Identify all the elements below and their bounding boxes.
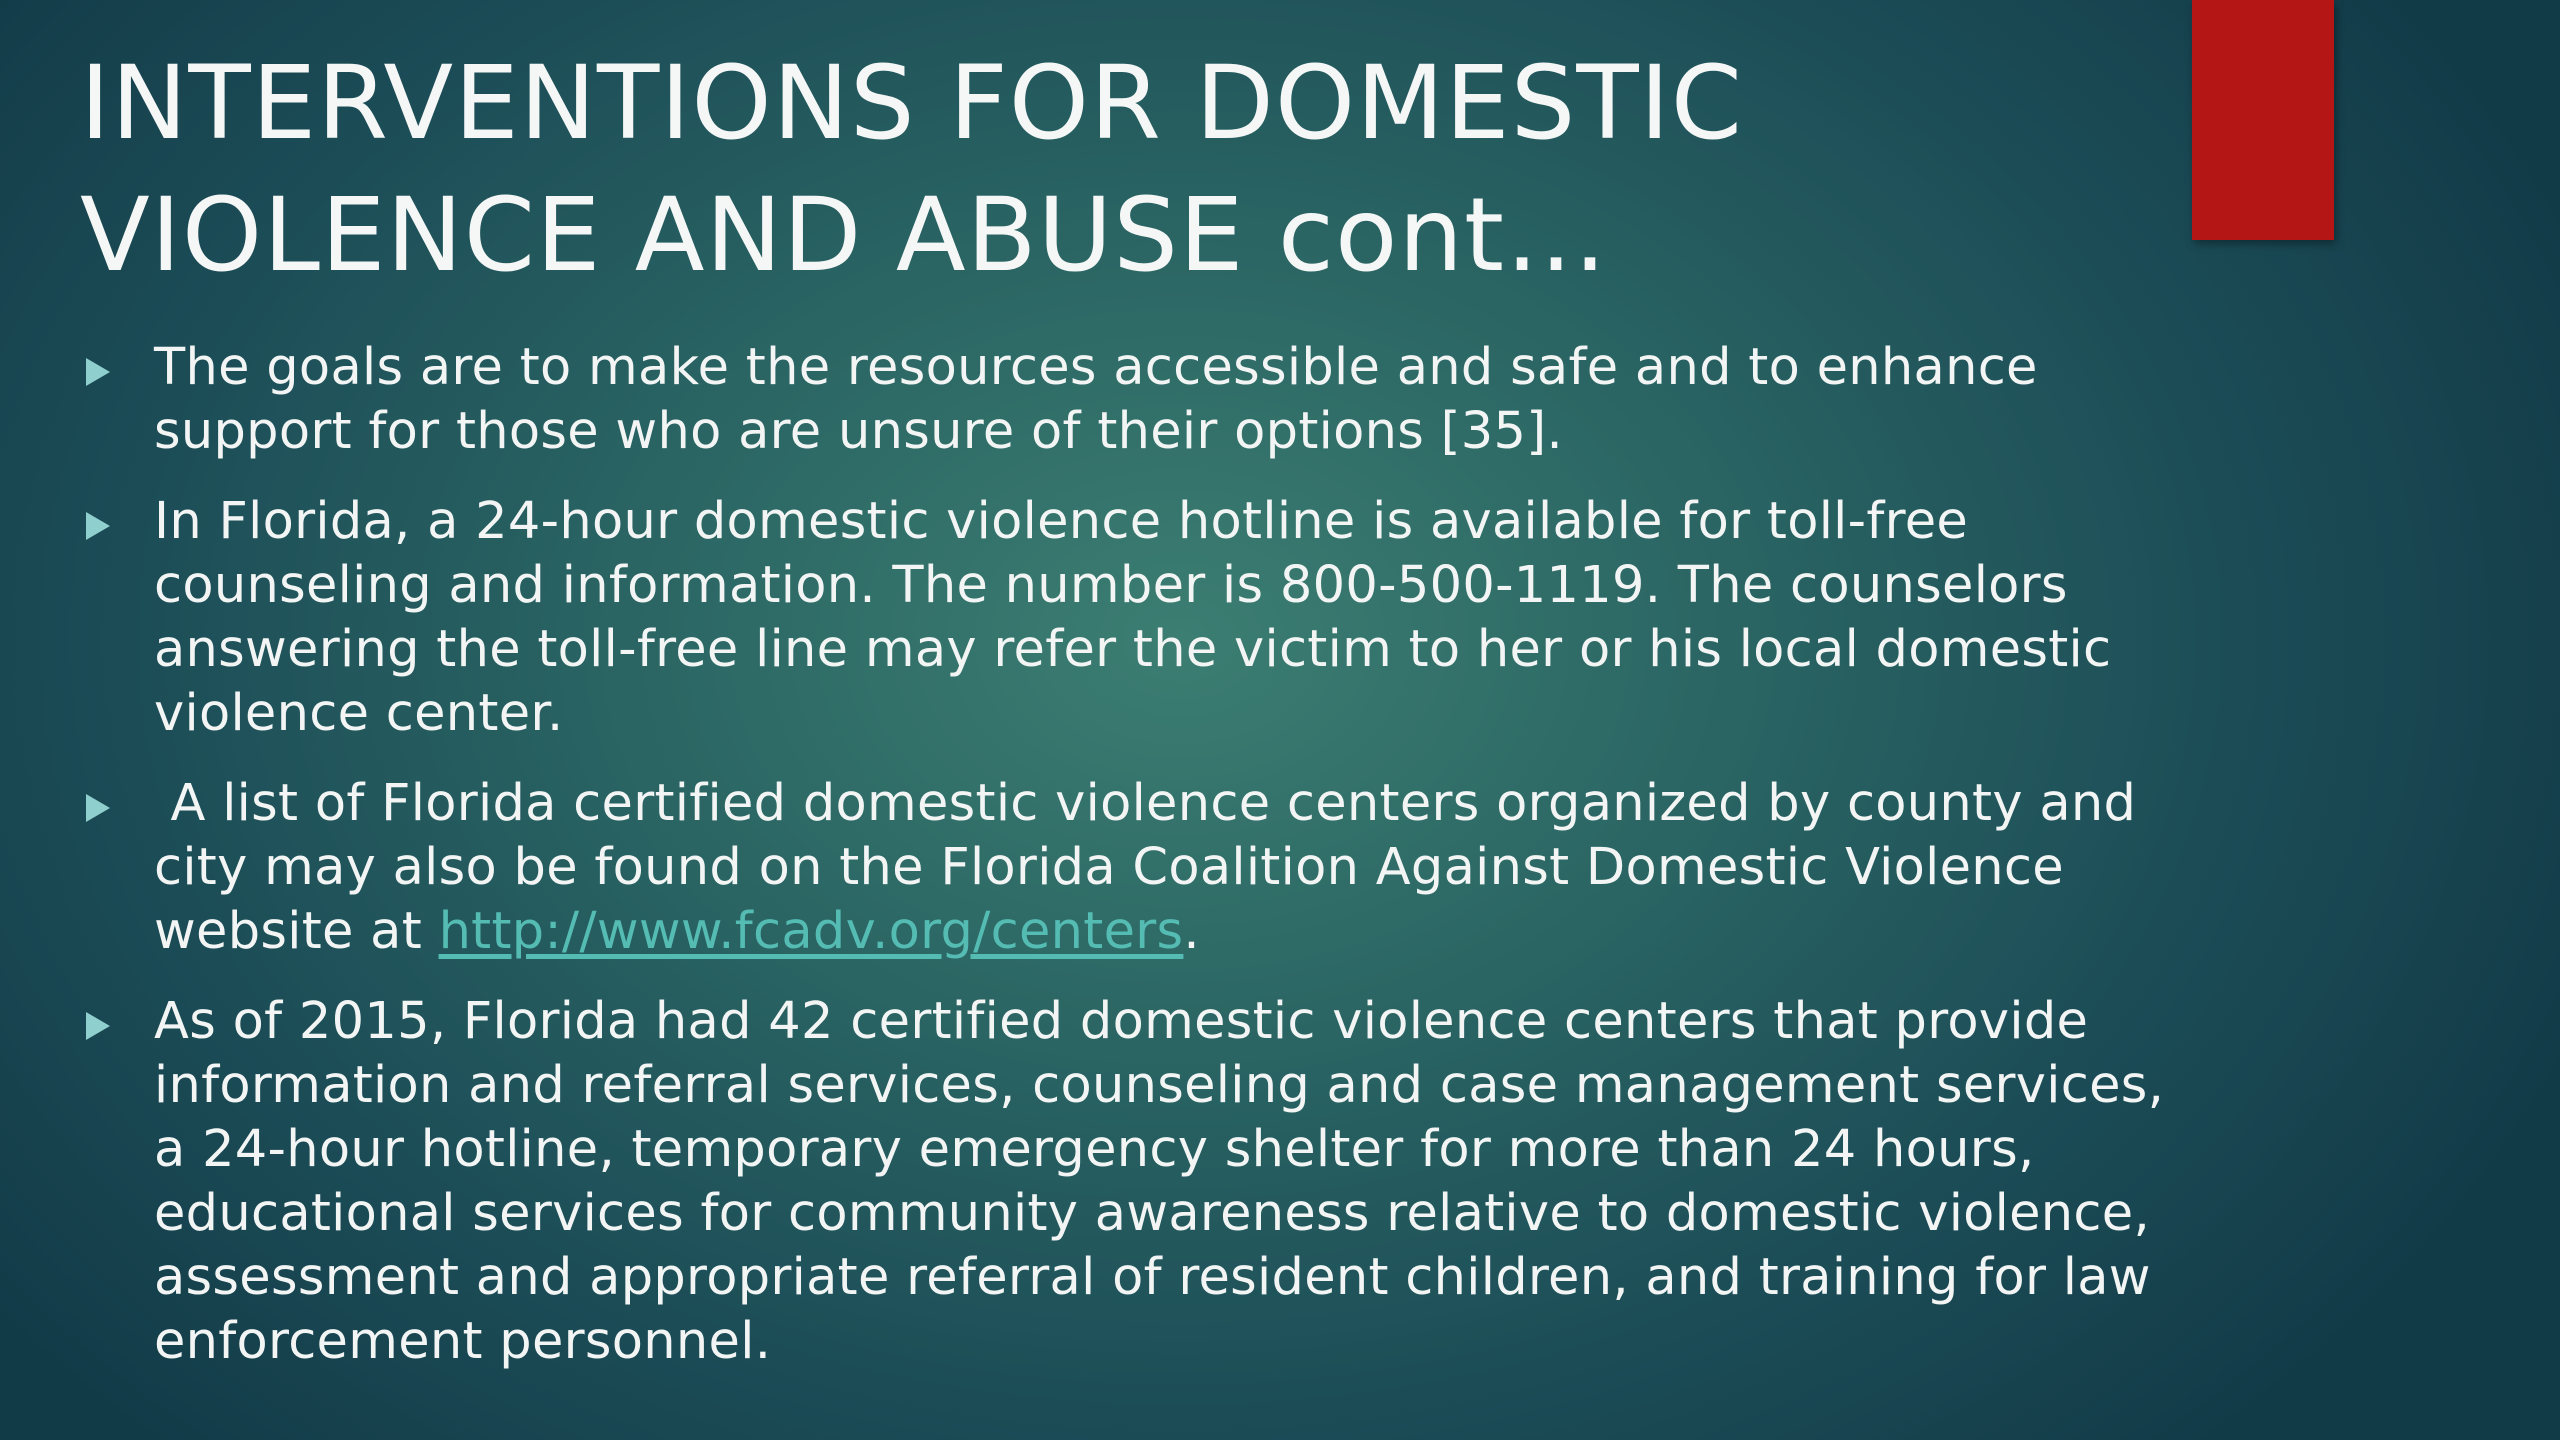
- bullet-text-line: enforcement personnel.: [154, 1312, 772, 1371]
- bullet-hotline: [80, 490, 2180, 746]
- accent-bar: [2192, 0, 2334, 240]
- bullet-text-line: city may also be found on the Florida Coalition Against Domestic Violence: [154, 838, 2064, 897]
- bullet-text-line: As of 2015, Florida had 42 certified domestic violence centers that provide: [154, 992, 2089, 1051]
- bullet-text-line: A list of Florida certified domestic violence centers organized by county and: [154, 774, 2137, 833]
- fcadv-centers-link[interactable]: http://www.fcadv.org/centers: [438, 902, 1184, 961]
- bullet-text-line: assessment and appropriate referral of resident children, and training for law: [154, 1248, 2151, 1307]
- bullet-text-line: counseling and information. The number is 800-500-1119. The counselors: [154, 556, 2068, 615]
- bullet-text-line: In Florida, a 24-hour domestic violence hotline is available for toll-free: [154, 492, 1969, 551]
- bullet-arrow-icon: [86, 358, 110, 386]
- slide-title-line-2: VIOLENCE AND ABUSE cont…: [80, 176, 1609, 295]
- link-prefix-text: website at: [154, 902, 439, 961]
- bullet-text-line-with-link: [154, 900, 2180, 964]
- bullet-text-line: a 24-hour hotline, temporary emergency shelter for more than 24 hours,: [154, 1120, 2035, 1179]
- bullet-arrow-icon: [86, 512, 110, 540]
- link-suffix-text: .: [1183, 902, 1200, 961]
- bullet-arrow-icon: [86, 1012, 110, 1040]
- bullet-2015-centers: [80, 990, 2180, 1374]
- slide-title: [80, 38, 2130, 302]
- bullet-text-line: educational services for community awareness relative to domestic violence,: [154, 1184, 2150, 1243]
- slide-title-line-1: INTERVENTIONS FOR DOMESTIC: [80, 44, 1743, 163]
- bullet-centers-list: [80, 772, 2180, 964]
- bullet-goals: [80, 336, 2180, 464]
- bullet-text-line: support for those who are unsure of their options [35].: [154, 402, 1564, 461]
- bullet-list: [80, 336, 2180, 1400]
- bullet-arrow-icon: [86, 794, 110, 822]
- bullet-text-line: The goals are to make the resources accessible and safe and to enhance: [154, 338, 2038, 397]
- bullet-text-line: answering the toll-free line may refer the victim to her or his local domestic: [154, 620, 2112, 679]
- bullet-text-line: information and referral services, counseling and case management services,: [154, 1056, 2165, 1115]
- bullet-text-line: violence center.: [154, 684, 564, 743]
